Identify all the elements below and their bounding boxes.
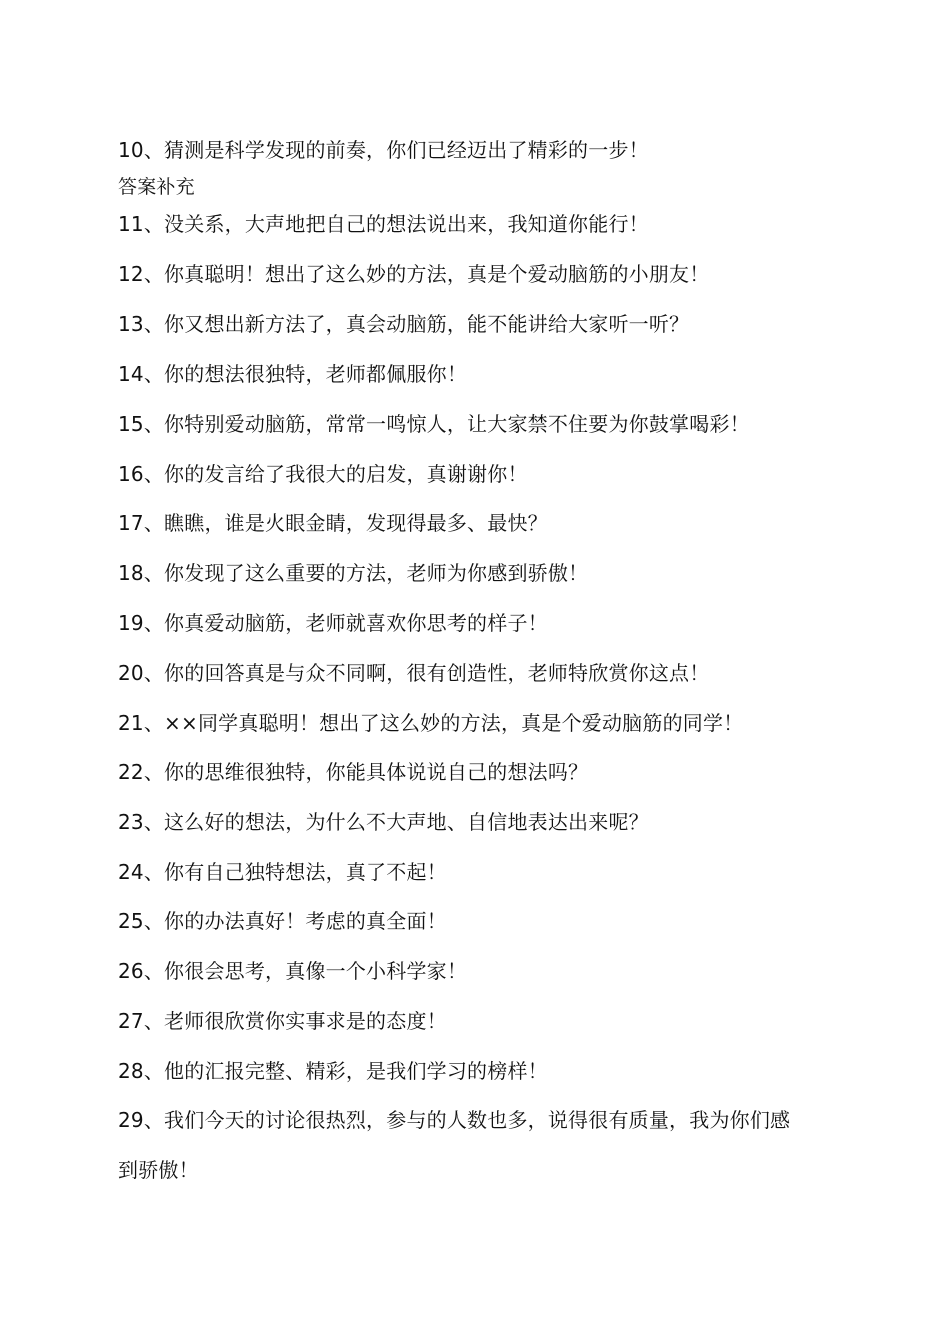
list-item: 16、你的发言给了我很大的启发，真谢谢你！ xyxy=(118,462,528,486)
list-item: 29、我们今天的讨论很热烈，参与的人数也多，说得很有质量，我为你们感 xyxy=(118,1108,791,1132)
list-item-continuation: 到骄傲！ xyxy=(118,1158,199,1182)
list-item: 10、猜测是科学发现的前奏，你们已经迈出了精彩的一步！ xyxy=(118,138,649,162)
list-item: 18、你发现了这么重要的方法，老师为你感到骄傲！ xyxy=(118,561,589,585)
list-item: 23、这么好的想法，为什么不大声地、自信地表达出来呢？ xyxy=(118,810,649,834)
list-item: 12、你真聪明！想出了这么妙的方法，真是个爱动脑筋的小朋友！ xyxy=(118,262,710,286)
list-item: 26、你很会思考，真像一个小科学家！ xyxy=(118,959,468,983)
list-item: 15、你特别爱动脑筋，常常一鸣惊人，让大家禁不住要为你鼓掌喝彩！ xyxy=(118,412,750,436)
list-item: 24、你有自己独特想法，真了不起！ xyxy=(118,860,447,884)
list-item: 27、老师很欣赏你实事求是的态度！ xyxy=(118,1009,447,1033)
list-item: 17、瞧瞧，谁是火眼金睛，发现得最多、最快？ xyxy=(118,511,548,535)
list-item: 14、你的想法很独特，老师都佩服你！ xyxy=(118,362,468,386)
list-item: 11、没关系，大声地把自己的想法说出来，我知道你能行！ xyxy=(118,212,649,236)
list-item: 21、××同学真聪明！想出了这么妙的方法，真是个爱动脑筋的同学！ xyxy=(118,711,744,735)
list-item: 20、你的回答真是与众不同啊，很有创造性，老师特欣赏你这点！ xyxy=(118,661,710,685)
list-item: 22、你的思维很独特，你能具体说说自己的想法吗？ xyxy=(118,760,589,784)
section-heading: 答案补充 xyxy=(118,176,195,198)
list-item: 28、他的汇报完整、精彩，是我们学习的榜样！ xyxy=(118,1059,548,1083)
list-item: 13、你又想出新方法了，真会动脑筋，能不能讲给大家听一听？ xyxy=(118,312,690,336)
list-item: 25、你的办法真好！考虑的真全面！ xyxy=(118,909,447,933)
list-item: 19、你真爱动脑筋，老师就喜欢你思考的样子！ xyxy=(118,611,548,635)
